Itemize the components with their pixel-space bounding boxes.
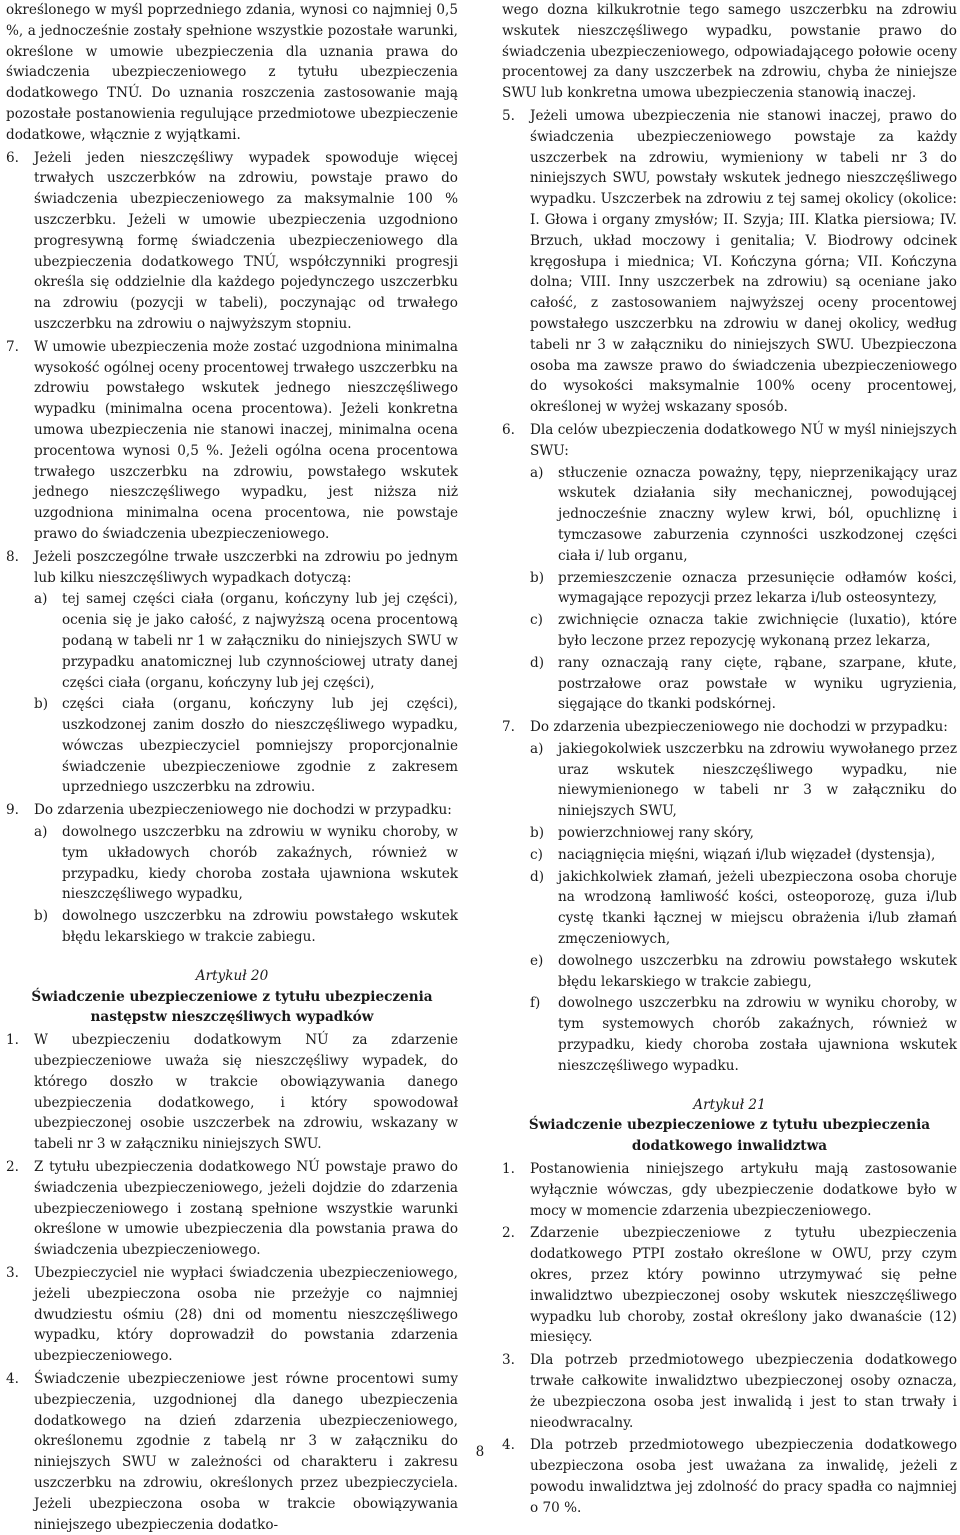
sub-letter: a)	[530, 740, 544, 757]
item-text: Dla celów ubezpieczenia dodatkowego NÚ w myśl niniejszych SWU:	[530, 421, 957, 459]
item-text: Jeżeli umowa ubezpieczenia nie stanowi inaczej, prawo do świadczenia ubezpieczeniowego powstaje za każdy uszczerbek na zdrowiu, wymieniony w tabeli nr 3 do niniejszych SWU, powstały wskutek jednego nieszczęśliwego wypadku. Uszczerbek na zdrowiu z tej samej okolicy (okolice: I. Głowa i organy zmysłów; II. Szyja; III. Klatka piersiowa; IV. Brzuch, układ moczowy i genitalia; V. Biodrowy odcinek kręgosłupa i miednica; VI. Kończyna górna; VII. Kończyna dolna; VIII. Inny uszczerbek na zdrowiu) są oceniane jako całość, z zastosowaniem najwyższej oceny procentowej powstałego uszczerbku na zdrowiu w danej okolicy, według tabeli nr 3 w załączniku do niniejszych SWU. Ubezpieczona osoba ma zawsze prawo do świadczenia ubezpieczeniowego do wysokości maksymalnie 100% oceny procentowej, określonej w wyżej wskazany sposób.	[530, 107, 957, 416]
item-number: 1.	[6, 1032, 19, 1049]
left-column	[6, 0, 458, 1535]
item-text: Świadczenie ubezpieczeniowe jest równe procentowi sumy ubezpieczenia, uzgodnionej dla danego ubezpieczenia dodatkowego na dzień zdarzenia ubezpieczeniowego, określonemu zgodnie z tabelą nr 3 w załączniku do niniejszych SWU w zależności od charakteru i zakresu uszczerbku na zdrowiu, określonych przez ubezpieczyciela. Jeżeli ubezpieczona osoba w trakcie obowiązywania niniejszego ubezpieczenia dodatko-	[34, 1371, 458, 1533]
item-number: 3.	[6, 1265, 19, 1282]
list-item	[6, 1030, 458, 1155]
item-text: Z tytułu ubezpieczenia dodatkowego NÚ powstaje prawo do świadczenia ubezpieczeniowego, jeżeli dojdzie do zdarzenia ubezpieczeniowego i zostaną spełnione wszystkie warunki określone w umowie ubezpieczenia dla powstania prawa do świadczenia ubezpieczeniowego.	[34, 1159, 458, 1259]
item-number: 1.	[502, 1161, 515, 1178]
sub-letter: a)	[530, 464, 544, 481]
sublist	[34, 822, 458, 948]
list-item	[6, 148, 458, 335]
item-text: Ubezpieczyciel nie wypłaci świadczenia ubezpieczeniowego, jeżeli ubezpieczona osoba nie przeżyje co najmniej dwudziestu ośmiu (28) dni od momentu nieszczęśliwego wypadku, który doprowadził do powstania zdarzenia ubezpieczeniowego.	[34, 1265, 458, 1365]
item-number: 4.	[6, 1371, 19, 1387]
sublist-item	[530, 951, 957, 993]
sub-letter: b)	[34, 696, 49, 713]
item-text: Dla potrzeb przedmiotowego ubezpieczenia dodatkowego trwałe całkowite inwalidztwo ubezpieczonej osoby oznacza, że ubezpieczona osoba jest inwalidą i jest to stan trwały i nieodwracalny.	[530, 1352, 957, 1431]
sub-letter: c)	[530, 846, 543, 863]
sub-text: dowolnego uszczerbku na zdrowiu powstałego wskutek błędu lekarskiego w trakcie zabiegu.	[62, 908, 458, 946]
item-number: 2.	[502, 1225, 515, 1242]
sub-text: naciągnięcia mięśni, wiązań i/lub więzadeł (dystensja),	[558, 846, 936, 863]
sub-letter: a)	[34, 824, 48, 841]
list-item	[502, 1159, 957, 1221]
sublist	[530, 463, 957, 716]
sub-text: jakiegokolwiek uszczerbku na zdrowiu wywołanego przez uraz wskutek nieszczęśliwego wypadku, nie niewymienionego w tabeli nr 3 w załączniku do niniejszych SWU,	[558, 740, 957, 820]
sublist-item	[530, 610, 957, 652]
article-heading	[6, 966, 458, 1028]
item-number: 2.	[6, 1159, 19, 1176]
item-number: 7.	[502, 719, 515, 736]
list-item	[502, 1350, 957, 1433]
item-text: Dla potrzeb przedmiotowego ubezpieczenia dodatkowego ubezpieczona osoba jest uważana za inwalidę, jeżeli z powodu inwalidztwa jej zdolność do pracy spadła co najmniej o 70 %.	[530, 1437, 957, 1516]
article-title: Świadczenie ubezpieczeniowe z tytułu ubezpieczenia dodatkowego inwalidztwa	[528, 1117, 931, 1155]
sublist-item	[34, 589, 458, 693]
sublist-item	[530, 823, 957, 844]
sub-text: zwichnięcie oznacza takie zwichnięcie (luxatio), które było leczone przez repozycję wykonaną przez lekarza,	[558, 612, 957, 649]
item-number: 7.	[6, 338, 19, 355]
item-text: Postanowienia niniejszego artykułu mają zastosowanie wyłącznie wówczas, gdy ubezpieczenie dodatkowe było w mocy w momencie zdarzenia ubezpieczeniowego.	[530, 1161, 957, 1219]
left-intro-paragraph: określonego w myśl poprzedniego zdania, wynosi co najmniej 0,5 %, a jednocześnie zostały spełnione wszystkie pozostałe warunki, określone w umowie ubezpieczenia dla uznania prawa do świadczenia ubezpieczeniowego z tytułu ubezpieczenia dodatkowego TNÚ. Do uznania roszczenia zastosowanie mają pozostałe postanowienia regulujące przedmiotowe ubezpieczenie dodatkowe, włącznie z wyjątkami.	[6, 2, 458, 143]
list-item	[502, 420, 957, 715]
item-number: 6.	[502, 421, 515, 438]
sub-letter: b)	[530, 569, 545, 586]
sub-letter: a)	[34, 591, 48, 608]
item-number: 6.	[6, 149, 19, 166]
item-text: Do zdarzenia ubezpieczeniowego nie dochodzi w przypadku:	[34, 802, 452, 819]
sub-text: części ciała (organu, kończyny lub jej części), uszkodzonej zanim doszło do nieszczęśliwego wypadku, wówczas ubezpieczyciel pomniejszy proporcjonalnie świadczenie ubezpieczeniowe zgodnie z zakresem uprzedniego uszczerbku na zdrowiu.	[62, 696, 458, 796]
list-item	[6, 547, 458, 799]
sublist-item	[530, 568, 957, 610]
sublist-item	[34, 694, 458, 798]
list-item	[6, 337, 458, 545]
item-text: Do zdarzenia ubezpieczeniowego nie dochodzi w przypadku:	[530, 719, 948, 736]
sub-letter: d)	[530, 868, 545, 885]
sub-letter: b)	[530, 825, 545, 842]
sub-text: stłuczenie oznacza poważny, tępy, nieprzenikający uraz wskutek działania siły mechanicznej, powodującej jednocześnie znaczny wylew krwi, ból, opuchliznę i tymczasowe zaburzenia czynności uszkodzonej części ciała i/ lub organu,	[558, 464, 957, 564]
article-title: Świadczenie ubezpieczeniowe z tytułu ubezpieczenia następstw nieszczęśliwych wypadków	[31, 988, 433, 1026]
article-number: Artykuł 21	[693, 1096, 766, 1113]
item-text: Jeżeli poszczególne trwałe uszczerbki na zdrowiu po jednym lub kilku nieszczęśliwych wypadkach dotyczą:	[34, 548, 458, 586]
sub-text: jakichkolwiek złamań, jeżeli ubezpieczona osoba choruje na wrodzoną łamliwość kości, osteoporozę, guza i/lub cystę tkanki łącznej w miejscu obrażenia i/lub złamań zmęczeniowych,	[558, 868, 957, 948]
sub-text: tej samej części ciała (organu, kończyny lub jej części), ocenia się je jako całość, z najwyższą ocena procentową podaną w tabeli nr 1 w załączniku do niniejszych SWU w przypadku anatomicznej lub czynnościowej utraty danej części ciała (organu, kończyny lub jej części),	[62, 591, 458, 691]
sub-letter: c)	[530, 612, 543, 629]
item-number: 4.	[502, 1437, 515, 1454]
sublist-item	[530, 463, 957, 567]
sub-text: przemieszczenie oznacza przesunięcie odłamów kości, wymagające repozycji przez lekarza i/lub osteosyntezy,	[558, 569, 957, 607]
page-number: 8	[475, 1444, 485, 1460]
sub-letter: b)	[34, 908, 49, 925]
list-item	[502, 1223, 957, 1348]
list-item	[6, 1157, 458, 1261]
item-text: Zdarzenie ubezpieczeniowe z tytułu ubezpieczenia dodatkowego PTPI zostało określone w OWU, przy czym okres, przez który powinno utrzymywać się pełne inwalidztwo ubezpieczonej osoby wskutek nieszczęśliwego wypadku lub choroby, został określony jako dwanaście (12) miesięcy.	[530, 1225, 957, 1346]
sublist-item	[530, 993, 957, 1076]
sub-text: powierzchniowej rany skóry,	[558, 825, 754, 842]
item-text: Jeżeli jeden nieszczęśliwy wypadek spowoduje więcej trwałych uszczerbków na zdrowiu, powstaje prawo do świadczenia ubezpieczeniowego za maksymalnie 100 % uszczerbku. Jeżeli w umowie ubezpieczenia uzgodniono progresywną formę świadczenia ubezpieczeniowego dla ubezpieczenia dodatkowego TNÚ, współczynniki progresji określa się oddzielnie dla każdego pojedynczego uszczerbku na zdrowiu (pozycji w tabeli), poczynając od trwałego uszczerbku na zdrowiu o najwyższym stopniu.	[34, 149, 458, 332]
list-item	[6, 1263, 458, 1367]
sub-letter: f)	[530, 995, 541, 1012]
item-text: W umowie ubezpieczenia może zostać uzgodniona minimalna wysokość ogólnej oceny procentowej trwałego uszczerbku na zdrowiu powstałego wskutek jednego nieszczęśliwego wypadku (minimalna ocena procentowa). Jeżeli konkretna umowa ubezpieczenia nie stanowi inaczej, minimalna ocena procentowa wynosi 0,5 %. Jeżeli ogólna ocena procentowa trwałego uszczerbku na zdrowiu, powstałego wskutek jednego nieszczęśliwego wypadku, jest niższa niż uzgodniona minimalna ocena procentowa, nie powstaje prawo do świadczenia ubezpieczeniowego.	[34, 338, 458, 542]
sublist	[530, 739, 957, 1077]
sublist-item	[34, 822, 458, 905]
item-number: 5.	[502, 107, 515, 124]
sublist-item	[34, 906, 458, 948]
list-item	[6, 800, 458, 948]
sublist-item	[530, 845, 957, 866]
sublist-item	[530, 653, 957, 715]
list-item	[502, 106, 957, 418]
sub-text: dowolnego uszczerbku na zdrowiu powstałego wskutek błędu lekarskiego w trakcie zabiegu,	[558, 952, 957, 990]
item-text: W ubezpieczeniu dodatkowym NÚ za zdarzenie ubezpieczeniowe uważa się nieszczęśliwy wypadek, do którego doszło w trakcie obowiązywania danego ubezpieczenia dodatkowego, i który spowodował ubezpieczonej osobie uszczerbek na zdrowiu, wskazany w tabeli nr 3 w załączniku niniejszych SWU.	[34, 1032, 458, 1153]
item-number: 8.	[6, 548, 19, 565]
right-column	[502, 0, 957, 1519]
right-intro-paragraph: wego dozna kilkukrotnie tego samego uszczerbku na zdrowiu wskutek nieszczęśliwego wypadku, powstanie prawo do świadczenia ubezpieczeniowego, odpowiadającego połowie oceny procentowej za dany uszczerbek na zdrowiu, chyba że niniejsze SWU lub konkretna umowa ubezpieczenia stanowią inaczej.	[502, 2, 957, 102]
sub-text: rany oznaczają rany cięte, rąbane, szarpane, kłute, postrzałowe oraz powstałe w wyniku ugryzienia, sięgające do tkanki podskórnej.	[558, 654, 957, 713]
item-number: 9.	[6, 802, 19, 819]
sub-text: dowolnego uszczerbku na zdrowiu w wyniku choroby, w tym układowych chorób zakaźnych, również w przypadku, kiedy choroba została ujawniona wskutek nieszczęśliwego wypadku,	[62, 824, 458, 903]
sub-letter: d)	[530, 654, 545, 671]
sublist-item	[530, 739, 957, 822]
article-number: Artykuł 20	[195, 967, 269, 984]
sub-letter: e)	[530, 952, 544, 969]
sub-text: dowolnego uszczerbku na zdrowiu w wyniku choroby, w tym systemowych chorób zakaźnych, również w przypadku, kiedy choroba została ujawniona wskutek nieszczęśliwego wypadku.	[558, 995, 957, 1074]
list-item	[502, 717, 957, 1077]
sublist	[34, 589, 458, 798]
item-number: 3.	[502, 1352, 515, 1369]
article-heading	[502, 1095, 957, 1157]
sublist-item	[530, 867, 957, 950]
